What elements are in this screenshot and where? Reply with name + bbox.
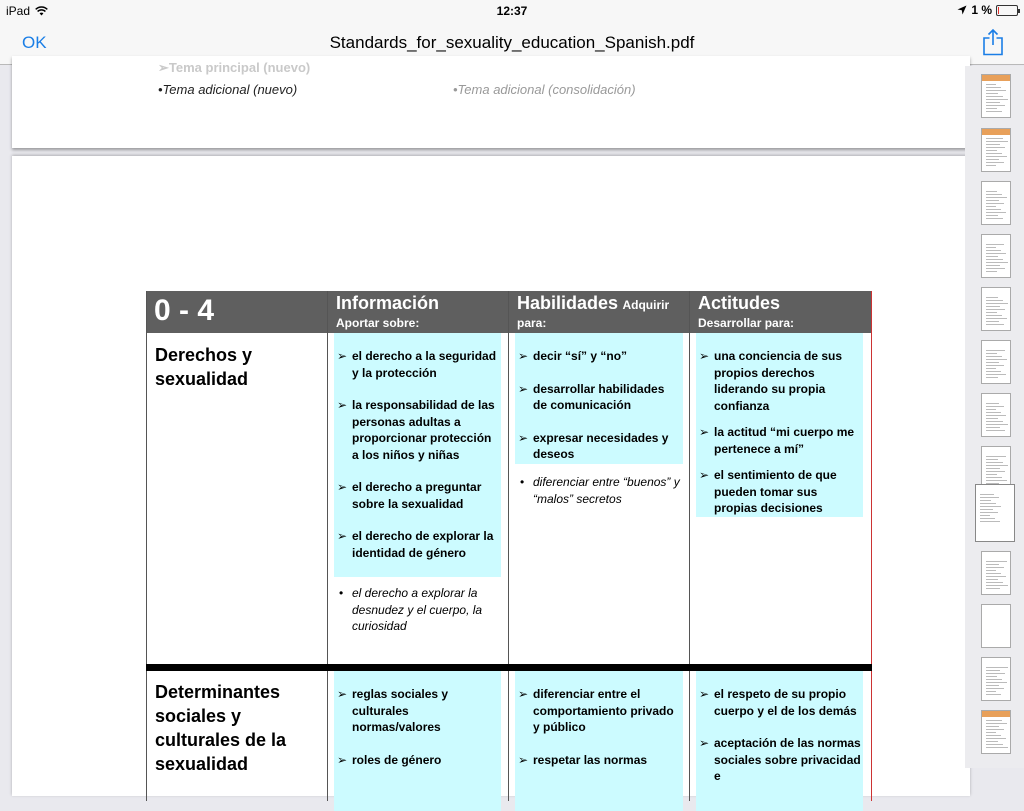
battery-icon xyxy=(996,5,1018,16)
header-skills xyxy=(517,291,687,333)
header-skills-title: Habilidades xyxy=(517,293,619,313)
row1-information-extra xyxy=(334,585,501,635)
battery-percent: 1 % xyxy=(971,3,992,17)
list-item: • el derecho a explorar la desnudez y el cuerpo, la curiosidad xyxy=(337,585,499,635)
page-thumbnail[interactable] xyxy=(981,710,1011,754)
list-item: • diferenciar entre “buenos” y “malos” secretos xyxy=(518,474,681,507)
row1-skills xyxy=(515,333,683,464)
standards-table xyxy=(146,291,872,801)
grid-line xyxy=(146,291,147,801)
legend-additional-consolidation: •Tema adicional (consolidación) xyxy=(453,82,636,97)
page-thumbnail[interactable] xyxy=(981,128,1011,172)
grid-line xyxy=(689,291,690,801)
page-thumbnail[interactable] xyxy=(981,74,1011,118)
list-item: ➢ el sentimiento de que pueden tomar sus propias decisiones xyxy=(699,467,861,517)
header-information-subtitle: Aportar sobre: xyxy=(336,316,420,330)
header-attitudes-title: Actitudes xyxy=(698,293,781,313)
row2-attitudes xyxy=(696,671,863,811)
grid-line xyxy=(327,291,328,801)
page-thumbnail[interactable] xyxy=(981,234,1011,278)
row-label-rights: Derechos y sexualidad xyxy=(155,345,253,389)
row2-skills xyxy=(515,671,683,811)
list-item: ➢ la responsabilidad de las personas adultas a proporcionar protección a los niños y niñas xyxy=(337,397,499,463)
status-bar xyxy=(0,0,1024,22)
row-separator xyxy=(146,664,872,671)
location-arrow-icon xyxy=(957,5,967,15)
header-skills-subtitle: para: xyxy=(517,316,547,330)
row1-information xyxy=(334,333,501,577)
row-label-social-determinants: Determinantes sociales y culturales de la sexualidad xyxy=(155,682,287,774)
battery-level xyxy=(998,7,999,14)
list-item: ➢ respetar las normas xyxy=(518,752,681,769)
header-attitudes-subtitle: Desarrollar para: xyxy=(698,316,795,330)
list-item: ➢ el respeto de su propio cuerpo y el de los demás xyxy=(699,686,861,719)
list-item: ➢ el derecho a la seguridad y la protección xyxy=(337,348,499,381)
list-item: ➢ el derecho de explorar la identidad de género xyxy=(337,528,499,561)
page-thumbnail[interactable] xyxy=(981,393,1011,437)
page-thumbnail[interactable] xyxy=(981,604,1011,648)
list-item: ➢ desarrollar habilidades de comunicación xyxy=(518,381,681,414)
pdf-page-previous xyxy=(12,56,970,148)
page-thumbnail[interactable] xyxy=(981,340,1011,384)
header-attitudes xyxy=(698,291,868,333)
list-item: ➢ reglas sociales y culturales normas/valores xyxy=(337,686,499,736)
list-item: ➢ diferenciar entre el comportamiento privado y público xyxy=(518,686,681,736)
pdf-page-current xyxy=(12,156,970,796)
list-item: ➢ expresar necesidades y deseos xyxy=(518,430,681,463)
pdf-viewer[interactable] xyxy=(0,60,965,783)
row1-skills-extra xyxy=(515,474,683,507)
document-title: Standards_for_sexuality_education_Spanish.pdf xyxy=(329,33,695,52)
list-item: ➢ aceptación de las normas sociales sobre privacidad e xyxy=(699,735,861,785)
page-thumbnails[interactable] xyxy=(965,66,1024,768)
legend-additional-new: •Tema adicional (nuevo) xyxy=(158,82,298,97)
page-thumbnail[interactable] xyxy=(975,484,1015,542)
header-skills-title-suffix: Adquirir xyxy=(622,298,670,312)
grid-line xyxy=(871,291,872,801)
table-header xyxy=(146,291,872,333)
share-icon[interactable] xyxy=(982,28,1004,56)
header-information xyxy=(336,291,506,333)
legend-main-topic: ➢Tema principal (nuevo) xyxy=(158,60,311,75)
row1-attitudes xyxy=(696,333,863,517)
age-group: 0 - 4 xyxy=(154,294,215,327)
page-thumbnail[interactable] xyxy=(981,551,1011,595)
page-thumbnail[interactable] xyxy=(981,287,1011,331)
list-item: ➢ el derecho a preguntar sobre la sexualidad xyxy=(337,479,499,512)
row2-information xyxy=(334,671,501,811)
page-thumbnail[interactable] xyxy=(981,181,1011,225)
list-item: ➢ una conciencia de sus propios derechos liderando su propia confianza xyxy=(699,348,861,414)
grid-line xyxy=(508,291,509,801)
list-item: ➢ la actitud “mi cuerpo me pertenece a mí” xyxy=(699,424,861,457)
clock: 12:37 xyxy=(496,4,528,18)
device-name: iPad xyxy=(6,4,31,18)
status-right xyxy=(957,3,1018,17)
list-item: ➢ roles de género xyxy=(337,752,499,769)
done-button[interactable]: OK xyxy=(22,33,47,52)
list-item: ➢ decir “sí” y “no” xyxy=(518,348,681,365)
page-thumbnail[interactable] xyxy=(981,657,1011,701)
header-information-title: Información xyxy=(336,293,440,313)
